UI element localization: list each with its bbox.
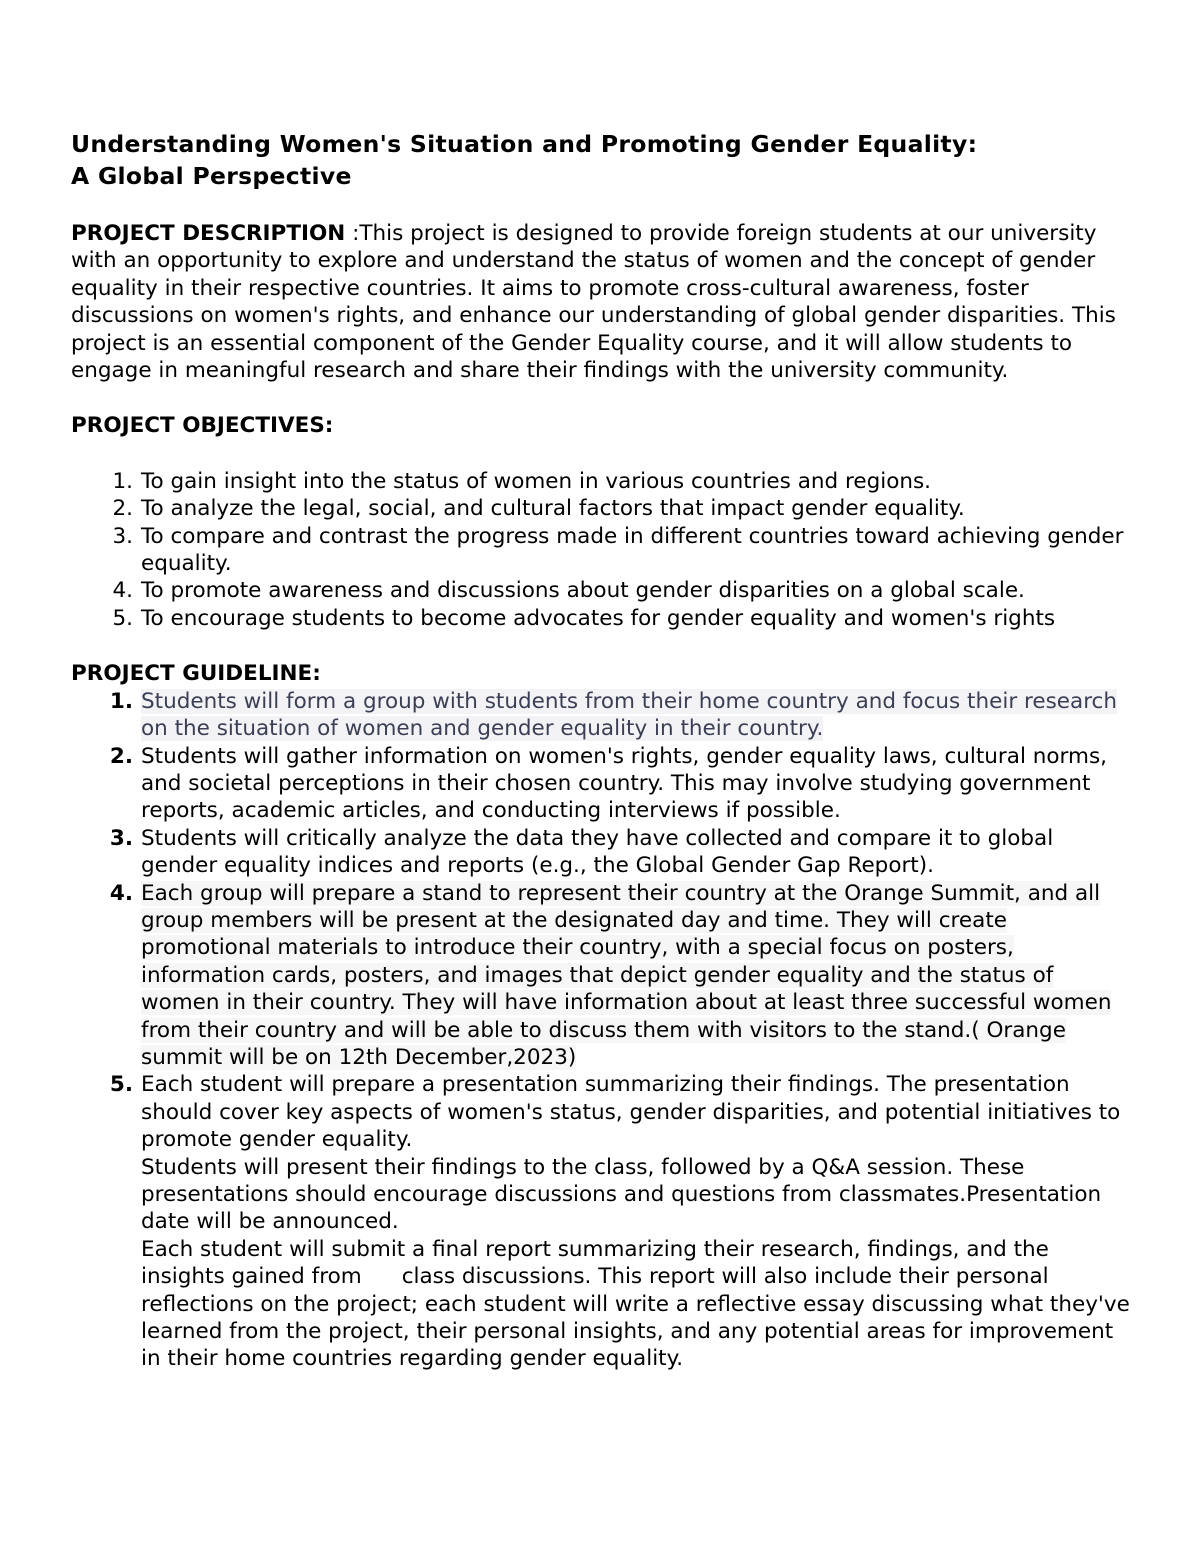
list-item <box>71 577 1133 604</box>
list-number: 2. <box>112 496 133 522</box>
objectives-heading: PROJECT OBJECTIVES: <box>71 413 334 439</box>
list-text: Students will critically analyze the data they have collected and compare it to global gender equality indices and reports (e.g., the Global Gender Gap Report). <box>141 825 1054 879</box>
guideline-heading: PROJECT GUIDELINE: <box>71 661 321 687</box>
title-line-2: A Global Perspective <box>71 162 352 190</box>
list-number: 5. <box>112 605 133 631</box>
list-text: To promote awareness and discussions about gender disparities on a global scale. <box>141 578 1025 604</box>
list-number: 1. <box>109 688 133 714</box>
list-text: Students will gather information on women's rights, gender equality laws, cultural norms, and societal perceptions in their chosen country. This may involve studying government reports, academic articles, and conducting interviews if possible. <box>141 743 1107 824</box>
document-content <box>71 128 1133 1373</box>
guideline-5-paragraph-3 <box>141 1236 1133 1373</box>
list-number: 2. <box>109 743 133 769</box>
list-number: 1. <box>112 468 133 494</box>
list-text: To gain insight into the status of women in various countries and regions. <box>141 468 932 494</box>
objectives-list <box>71 468 1133 632</box>
list-text: To encourage students to become advocates for gender equality and women's rights <box>141 605 1056 631</box>
list-number: 3. <box>109 825 133 851</box>
paragraph-3-part-a: Each student will submit a final report summarizing their research, findings, and the insights gained from <box>141 1236 1049 1290</box>
list-item <box>71 825 1133 880</box>
list-item <box>71 495 1133 522</box>
title-line-1: Understanding Women's Situation and Promoting Gender Equality: <box>71 130 978 158</box>
document-title <box>71 128 1133 192</box>
list-number: 4. <box>112 578 133 604</box>
guideline-list <box>71 688 1133 1373</box>
guideline-5-paragraph-2: Students will present their findings to the class, followed by a Q&A session. These presentations should encourage discussions and questions from classmates.Presentation date will be announced. <box>141 1154 1102 1235</box>
list-number: 3. <box>112 523 133 549</box>
project-description <box>71 220 1133 384</box>
list-text: Each group will prepare a stand to represent their country at the Orange Summit, and all group members will be present at the designated day and time. They will create promotional materials to introduce their country, with a special focus on posters, information cards, posters, and images that depict gender equality and the status of women in their country. They will have information about at least three successful women from their country and will be able to discuss them with visitors to the stand.( Orange summit will be on 12th December,2023) <box>141 880 1112 1070</box>
description-text: :This project is designed to provide foreign students at our university with an opportunity to explore and understand the status of women and the concept of gender equality in their respective countries. It aims to promote cross-cultural awareness, foster discussions on women's rights, and enhance our understanding of global gender disparities. This project is an essential component of the Gender Equality course, and it will allow students to engage in meaningful research and share their findings with the university community. <box>71 221 1116 384</box>
list-item <box>71 880 1133 1072</box>
paragraph-3-part-b: class discussions. This report will also include their personal reflections on the project; each student will write a reflective essay discussing what they've learned from the project, their personal insights, and any potential areas for improvement in their home countries regarding gender equality. <box>141 1264 1130 1372</box>
list-number: 5. <box>109 1072 133 1098</box>
list-item <box>71 743 1133 825</box>
list-item <box>71 468 1133 495</box>
list-text: Students will form a group with students from their home country and focus their research on the situation of women and gender equality in their country. <box>141 688 1118 742</box>
list-number: 4. <box>109 880 133 906</box>
description-label: PROJECT DESCRIPTION <box>71 221 346 246</box>
list-text: Each student will prepare a presentation summarizing their findings. The presentation should cover key aspects of women's status, gender disparities, and potential initiatives to promote gender equality. <box>141 1072 1121 1153</box>
list-text: To analyze the legal, social, and cultural factors that impact gender equality. <box>141 496 965 522</box>
list-text: To compare and contrast the progress made in different countries toward achieving gender equality. <box>141 523 1124 577</box>
list-item <box>71 1071 1133 1372</box>
list-item <box>71 688 1133 743</box>
list-item <box>71 523 1133 578</box>
list-item <box>71 605 1133 632</box>
